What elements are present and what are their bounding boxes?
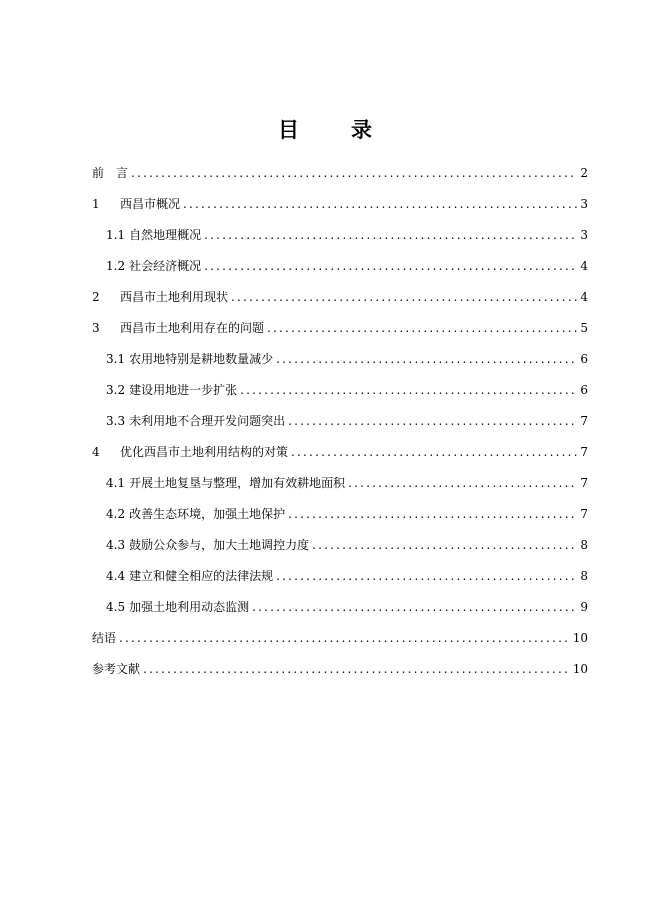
toc-entry-number: 4.5 [106, 600, 126, 614]
toc-entry-number: 4.2 [106, 507, 126, 521]
toc-dot-leader [183, 189, 577, 220]
toc-entry-label: 前 言 [92, 166, 129, 180]
toc-entry-page-number: 8 [580, 538, 588, 552]
toc-entry-label: 社会经济概况 [129, 259, 202, 273]
toc-entry-label: 参考文献 [92, 662, 141, 676]
toc-entry-number: 3.3 [106, 414, 126, 428]
toc-entry-label: 改善生态环境，加强土地保护 [129, 507, 286, 521]
toc-entry-page-number: 3 [580, 197, 588, 211]
toc-dot-leader [204, 220, 577, 251]
toc-entry-number: 4 [92, 445, 100, 459]
toc-entry[interactable] [92, 623, 588, 654]
toc-entry[interactable] [92, 375, 588, 406]
toc-dot-leader [231, 282, 577, 313]
toc-entry-label: 加强土地利用动态监测 [129, 600, 250, 614]
toc-entry[interactable] [92, 220, 588, 251]
toc-entry[interactable] [92, 251, 588, 282]
toc-entry-label: 开展土地复垦与整理，增加有效耕地面积 [129, 476, 346, 490]
toc-dot-leader [291, 437, 577, 468]
toc-entry-label: 未利用地不合理开发问题突出 [129, 414, 286, 428]
toc-dot-leader [267, 313, 577, 344]
toc-entry-page-number: 8 [580, 569, 588, 583]
toc-entry[interactable] [92, 468, 588, 499]
toc-entry-number: 1 [92, 197, 100, 211]
toc-dot-leader [119, 623, 570, 654]
toc-entry-label: 农用地特别是耕地数量减少 [129, 352, 274, 366]
toc-entry[interactable] [92, 406, 588, 437]
toc-entry[interactable] [92, 282, 588, 313]
toc-entry-label: 西昌市土地利用存在的问题 [120, 321, 265, 335]
toc-entry[interactable] [92, 654, 588, 685]
toc-entry-number: 3.2 [106, 383, 126, 397]
toc-entry-label: 西昌市概况 [120, 197, 181, 211]
toc-entry[interactable] [92, 499, 588, 530]
toc-entry[interactable] [92, 344, 588, 375]
table-of-contents [92, 158, 588, 685]
toc-dot-leader [288, 406, 577, 437]
toc-entry-page-number: 10 [572, 662, 588, 676]
toc-entry-number: 2 [92, 290, 100, 304]
toc-dot-leader [240, 375, 577, 406]
toc-entry-page-number: 3 [580, 228, 588, 242]
toc-dot-leader [143, 654, 570, 685]
toc-dot-leader [252, 592, 577, 623]
toc-entry-label: 西昌市土地利用现状 [120, 290, 229, 304]
toc-entry-number: 4.1 [106, 476, 126, 490]
toc-dot-leader [276, 561, 577, 592]
toc-entry-label: 鼓励公众参与，加大土地调控力度 [129, 538, 310, 552]
toc-entry-page-number: 4 [580, 290, 588, 304]
toc-dot-leader [288, 499, 577, 530]
toc-dot-leader [312, 530, 577, 561]
toc-dot-leader [131, 158, 577, 189]
toc-entry-number: 1.1 [106, 228, 126, 242]
toc-entry-label: 优化西昌市土地利用结构的对策 [120, 445, 289, 459]
toc-entry-page-number: 6 [580, 352, 588, 366]
toc-entry[interactable] [92, 437, 588, 468]
toc-entry-label: 建立和健全相应的法律法规 [129, 569, 274, 583]
toc-entry-number: 4.3 [106, 538, 126, 552]
toc-entry-page-number: 7 [580, 507, 588, 521]
toc-entry-number: 3.1 [106, 352, 126, 366]
title-char-left: 目 [278, 118, 299, 142]
toc-dot-leader [348, 468, 577, 499]
toc-entry-page-number: 7 [580, 445, 588, 459]
title-char-right: 录 [351, 118, 372, 142]
toc-entry-label: 自然地理概况 [129, 228, 202, 242]
toc-entry-page-number: 7 [580, 414, 588, 428]
toc-entry-number: 1.2 [106, 259, 126, 273]
toc-entry-page-number: 7 [580, 476, 588, 490]
toc-dot-leader [276, 344, 577, 375]
toc-entry-number: 3 [92, 321, 100, 335]
toc-entry-page-number: 2 [580, 166, 588, 180]
toc-entry[interactable] [92, 592, 588, 623]
toc-entry-label: 建设用地进一步扩张 [129, 383, 238, 397]
toc-entry-page-number: 5 [580, 321, 588, 335]
page-title [0, 114, 650, 144]
toc-entry-page-number: 6 [580, 383, 588, 397]
toc-dot-leader [204, 251, 577, 282]
toc-entry[interactable] [92, 189, 588, 220]
toc-entry[interactable] [92, 561, 588, 592]
toc-entry[interactable] [92, 313, 588, 344]
toc-entry-number: 4.4 [106, 569, 126, 583]
toc-entry-page-number: 4 [580, 259, 588, 273]
toc-entry[interactable] [92, 530, 588, 561]
toc-entry-label: 结语 [92, 631, 117, 645]
toc-entry[interactable] [92, 158, 588, 189]
toc-entry-page-number: 10 [572, 631, 588, 645]
toc-entry-page-number: 9 [580, 600, 588, 614]
